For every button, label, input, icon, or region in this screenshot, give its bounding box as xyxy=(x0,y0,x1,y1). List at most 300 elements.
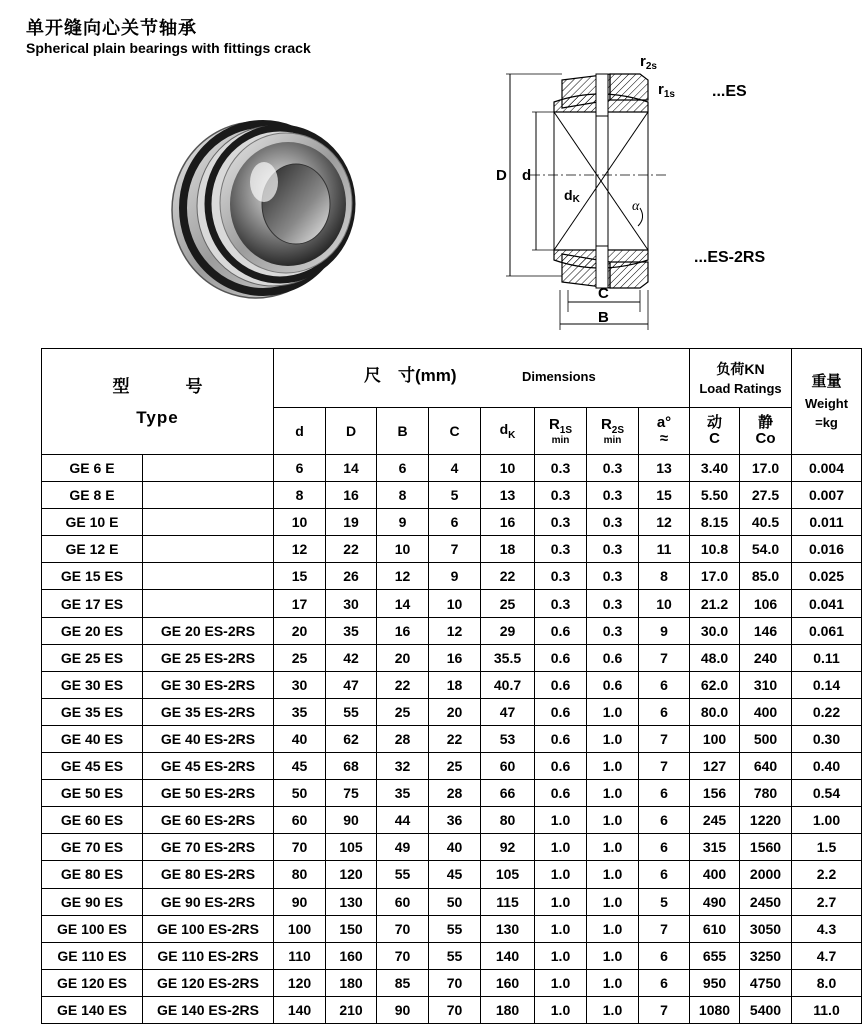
table-cell: 16 xyxy=(429,644,481,671)
table-cell: 6 xyxy=(639,861,690,888)
table-cell: 640 xyxy=(740,753,792,780)
table-cell: 6 xyxy=(639,780,690,807)
table-row xyxy=(42,509,862,536)
col-r2s-min: min xyxy=(603,434,622,446)
table-cell: 35.5 xyxy=(481,644,535,671)
table-cell: 115 xyxy=(481,888,535,915)
table-cell xyxy=(143,482,274,509)
table-cell xyxy=(143,455,274,482)
table-cell: 15 xyxy=(274,563,326,590)
table-cell: 1.00 xyxy=(792,807,862,834)
table-cell: 45 xyxy=(429,861,481,888)
type-header-cn: 型号 xyxy=(112,376,259,396)
table-cell: 0.14 xyxy=(792,671,862,698)
svg-text:r1s: $r_{1s}$ xyxy=(658,81,675,100)
table-cell: GE 90 ES xyxy=(42,888,143,915)
table-cell: GE 50 ES xyxy=(42,780,143,807)
table-cell: 105 xyxy=(481,861,535,888)
table-cell: 0.007 xyxy=(792,482,862,509)
table-cell: 0.3 xyxy=(535,509,587,536)
table-cell: 0.004 xyxy=(792,455,862,482)
table-row xyxy=(42,482,862,509)
table-cell: GE 45 ES xyxy=(42,753,143,780)
table-cell: 15 xyxy=(639,482,690,509)
table-cell: 400 xyxy=(690,861,740,888)
table-cell: 6 xyxy=(639,807,690,834)
table-cell: 245 xyxy=(690,807,740,834)
dimensions-header-en: Dimensions xyxy=(522,369,596,384)
table-cell: 0.6 xyxy=(587,644,639,671)
table-cell: 54.0 xyxy=(740,536,792,563)
col-dynamic-symbol: C xyxy=(709,430,720,447)
table-row xyxy=(42,969,862,996)
table-cell: 62 xyxy=(326,725,377,752)
table-cell: 1220 xyxy=(740,807,792,834)
table-cell: 28 xyxy=(429,780,481,807)
table-cell: 35 xyxy=(326,617,377,644)
table-cell: 7 xyxy=(639,915,690,942)
table-row xyxy=(42,644,862,671)
table-cell: 5400 xyxy=(740,996,792,1023)
table-cell: 0.011 xyxy=(792,509,862,536)
table-cell: 0.11 xyxy=(792,644,862,671)
table-cell: 146 xyxy=(740,617,792,644)
table-cell: 30 xyxy=(274,671,326,698)
table-cell: 10 xyxy=(639,590,690,617)
table-cell: 0.6 xyxy=(535,671,587,698)
table-cell: 0.54 xyxy=(792,780,862,807)
bearing-photo xyxy=(168,100,368,312)
table-cell: 0.016 xyxy=(792,536,862,563)
col-B: B xyxy=(377,408,429,455)
table-cell: 1.0 xyxy=(535,996,587,1023)
table-cell: GE 30 ES xyxy=(42,671,143,698)
table-cell: 0.3 xyxy=(587,455,639,482)
table-cell: 13 xyxy=(481,482,535,509)
table-cell: 22 xyxy=(429,725,481,752)
table-cell xyxy=(143,563,274,590)
table-cell: 11 xyxy=(639,536,690,563)
table-cell: GE 60 ES-2RS xyxy=(143,807,274,834)
page-title-en: Spherical plain bearings with fittings crack xyxy=(26,40,311,56)
table-cell: GE 17 ES xyxy=(42,590,143,617)
table-cell: 14 xyxy=(377,590,429,617)
table-cell: 85.0 xyxy=(740,563,792,590)
type-header xyxy=(42,349,274,455)
table-cell: 780 xyxy=(740,780,792,807)
table-cell: 1.0 xyxy=(587,698,639,725)
table-cell: GE 25 ES-2RS xyxy=(143,644,274,671)
table-cell: 12 xyxy=(639,509,690,536)
col-d: d xyxy=(274,408,326,455)
table-cell: 180 xyxy=(326,969,377,996)
weight-header xyxy=(792,349,862,455)
table-cell: 9 xyxy=(377,509,429,536)
table-cell: GE 10 E xyxy=(42,509,143,536)
table-cell: 70 xyxy=(377,915,429,942)
table-cell: 655 xyxy=(690,942,740,969)
col-a xyxy=(639,408,690,455)
table-cell: 2.7 xyxy=(792,888,862,915)
table-cell: 1.0 xyxy=(535,969,587,996)
table-cell: 4750 xyxy=(740,969,792,996)
table-row xyxy=(42,888,862,915)
table-cell: GE 120 ES-2RS xyxy=(143,969,274,996)
label-alpha: α xyxy=(632,199,640,214)
table-cell: 0.025 xyxy=(792,563,862,590)
table-cell: 40 xyxy=(429,834,481,861)
table-cell: 1.0 xyxy=(587,942,639,969)
table-cell: 0.3 xyxy=(535,482,587,509)
table-cell: 0.3 xyxy=(535,590,587,617)
table-cell: 22 xyxy=(326,536,377,563)
table-cell: 26 xyxy=(326,563,377,590)
table-cell: 40.7 xyxy=(481,671,535,698)
table-cell: 25 xyxy=(481,590,535,617)
table-cell: 7 xyxy=(639,753,690,780)
table-cell xyxy=(143,536,274,563)
table-cell: GE 40 ES xyxy=(42,725,143,752)
table-cell: GE 110 ES xyxy=(42,942,143,969)
table-cell: 0.3 xyxy=(535,563,587,590)
table-cell: 7 xyxy=(429,536,481,563)
table-cell: 4 xyxy=(429,455,481,482)
table-cell: 18 xyxy=(481,536,535,563)
table-cell: 1560 xyxy=(740,834,792,861)
table-cell: 1.5 xyxy=(792,834,862,861)
table-row xyxy=(42,590,862,617)
table-cell: 0.6 xyxy=(587,671,639,698)
type-header-en: Type xyxy=(136,407,179,427)
table-cell: 47 xyxy=(481,698,535,725)
table-cell: 7 xyxy=(639,725,690,752)
table-cell: 1.0 xyxy=(535,915,587,942)
table-cell: 160 xyxy=(481,969,535,996)
table-cell: 25 xyxy=(377,698,429,725)
table-cell: GE 90 ES-2RS xyxy=(143,888,274,915)
table-cell: 0.3 xyxy=(587,563,639,590)
table-cell: GE 100 ES-2RS xyxy=(143,915,274,942)
table-row xyxy=(42,996,862,1023)
table-cell: 9 xyxy=(639,617,690,644)
table-cell: 20 xyxy=(429,698,481,725)
table-cell: 20 xyxy=(377,644,429,671)
table-cell: 0.6 xyxy=(535,617,587,644)
table-row xyxy=(42,780,862,807)
table-cell: 3050 xyxy=(740,915,792,942)
table-cell: 28 xyxy=(377,725,429,752)
table-cell: 8 xyxy=(274,482,326,509)
table-cell: 32 xyxy=(377,753,429,780)
table-cell: 1.0 xyxy=(587,725,639,752)
table-cell: GE 15 ES xyxy=(42,563,143,590)
col-dk: $d_K$ xyxy=(481,408,535,455)
table-cell: GE 6 E xyxy=(42,455,143,482)
table-cell: 70 xyxy=(429,996,481,1023)
table-cell: 70 xyxy=(274,834,326,861)
table-cell: 25 xyxy=(429,753,481,780)
table-cell: 1.0 xyxy=(535,861,587,888)
table-cell: 120 xyxy=(274,969,326,996)
table-cell: 1.0 xyxy=(587,915,639,942)
table-cell: 10 xyxy=(481,455,535,482)
svg-text:r2s: $r_{2s}$ xyxy=(640,53,657,72)
table-cell: 315 xyxy=(690,834,740,861)
table-cell: GE 70 ES-2RS xyxy=(143,834,274,861)
svg-text:dK: dK xyxy=(564,187,580,205)
table-cell: 70 xyxy=(429,969,481,996)
col-a-approx: ≈ xyxy=(659,430,669,447)
table-row xyxy=(42,915,862,942)
table-cell: 12 xyxy=(274,536,326,563)
table-cell: 11.0 xyxy=(792,996,862,1023)
table-cell: 29 xyxy=(481,617,535,644)
table-cell: 55 xyxy=(377,861,429,888)
label-C: C xyxy=(598,285,609,302)
table-cell: 42 xyxy=(326,644,377,671)
table-cell: 45 xyxy=(274,753,326,780)
table-cell: GE 35 ES xyxy=(42,698,143,725)
col-static-symbol: Co xyxy=(755,430,776,447)
table-cell: GE 25 ES xyxy=(42,644,143,671)
table-cell: 12 xyxy=(377,563,429,590)
table-cell: 80 xyxy=(274,861,326,888)
table-cell: 0.22 xyxy=(792,698,862,725)
table-cell: 1.0 xyxy=(587,807,639,834)
table-cell: 1.0 xyxy=(587,996,639,1023)
table-cell: GE 140 ES xyxy=(42,996,143,1023)
table-cell: 150 xyxy=(326,915,377,942)
table-cell: 127 xyxy=(690,753,740,780)
table-cell: 5.50 xyxy=(690,482,740,509)
table-row xyxy=(42,671,862,698)
table-cell: 60 xyxy=(481,753,535,780)
table-cell: 500 xyxy=(740,725,792,752)
table-cell: 16 xyxy=(481,509,535,536)
table-cell: 55 xyxy=(429,942,481,969)
table-cell: 0.6 xyxy=(535,698,587,725)
table-row xyxy=(42,536,862,563)
table-cell: 0.3 xyxy=(535,455,587,482)
table-cell xyxy=(143,590,274,617)
table-cell: 85 xyxy=(377,969,429,996)
table-cell: 25 xyxy=(274,644,326,671)
table-cell: 1.0 xyxy=(587,969,639,996)
table-cell: GE 30 ES-2RS xyxy=(143,671,274,698)
table-cell: 68 xyxy=(326,753,377,780)
table-cell: 55 xyxy=(326,698,377,725)
table-cell: 44 xyxy=(377,807,429,834)
table-cell: 240 xyxy=(740,644,792,671)
label-d: d xyxy=(522,167,532,184)
table-cell: GE 140 ES-2RS xyxy=(143,996,274,1023)
table-row xyxy=(42,698,862,725)
table-cell: 1.0 xyxy=(535,807,587,834)
table-cell: GE 80 ES xyxy=(42,861,143,888)
table-cell: 0.6 xyxy=(535,780,587,807)
table-row xyxy=(42,834,862,861)
table-cell: 60 xyxy=(274,807,326,834)
table-cell: 13 xyxy=(639,455,690,482)
table-cell: 310 xyxy=(740,671,792,698)
load-ratings-header-en: Load Ratings xyxy=(699,380,782,396)
table-cell: 49 xyxy=(377,834,429,861)
table-cell: 4.7 xyxy=(792,942,862,969)
table-cell: 2000 xyxy=(740,861,792,888)
col-dynamic-cn: 动 xyxy=(706,413,722,431)
table-row xyxy=(42,455,862,482)
table-cell: 1080 xyxy=(690,996,740,1023)
table-cell: 40 xyxy=(274,725,326,752)
label-es: ...ES xyxy=(712,83,747,100)
dimensions-header xyxy=(274,349,690,408)
table-cell: 17 xyxy=(274,590,326,617)
table-cell: 6 xyxy=(274,455,326,482)
table-cell: 2.2 xyxy=(792,861,862,888)
weight-header-unit: =kg xyxy=(815,415,838,430)
table-cell: 5 xyxy=(429,482,481,509)
table-cell: 8.15 xyxy=(690,509,740,536)
col-D: D xyxy=(326,408,377,455)
table-cell: 80.0 xyxy=(690,698,740,725)
table-cell: 10 xyxy=(429,590,481,617)
table-cell: 36 xyxy=(429,807,481,834)
table-cell: 0.3 xyxy=(587,617,639,644)
label-es-2rs: ...ES-2RS xyxy=(694,249,766,266)
table-cell: 1.0 xyxy=(535,834,587,861)
label-D: D xyxy=(496,167,507,184)
table-cell: 210 xyxy=(326,996,377,1023)
table-cell: 3250 xyxy=(740,942,792,969)
table-cell: 19 xyxy=(326,509,377,536)
table-cell: 120 xyxy=(326,861,377,888)
table-cell: 140 xyxy=(481,942,535,969)
table-cell: 20 xyxy=(274,617,326,644)
table-cell: 1.0 xyxy=(535,942,587,969)
table-cell: 180 xyxy=(481,996,535,1023)
table-cell: 9 xyxy=(429,563,481,590)
table-cell: 0.3 xyxy=(587,482,639,509)
table-cell: 90 xyxy=(377,996,429,1023)
table-cell: 0.3 xyxy=(587,590,639,617)
weight-header-en: Weight xyxy=(804,396,849,411)
col-r1s-min: min xyxy=(551,434,570,446)
table-cell: 0.6 xyxy=(535,644,587,671)
table-row xyxy=(42,753,862,780)
table-cell: 400 xyxy=(740,698,792,725)
table-cell: 6 xyxy=(639,671,690,698)
table-cell: 12 xyxy=(429,617,481,644)
table-cell: GE 70 ES xyxy=(42,834,143,861)
table-cell: 140 xyxy=(274,996,326,1023)
table-cell: 92 xyxy=(481,834,535,861)
table-cell: 7 xyxy=(639,996,690,1023)
table-cell: 1.0 xyxy=(587,834,639,861)
table-cell: 17.0 xyxy=(740,455,792,482)
table-cell: 950 xyxy=(690,969,740,996)
table-cell: 90 xyxy=(274,888,326,915)
table-cell: GE 50 ES-2RS xyxy=(143,780,274,807)
table-cell: 21.2 xyxy=(690,590,740,617)
table-cell: 0.041 xyxy=(792,590,862,617)
table-cell: GE 8 E xyxy=(42,482,143,509)
table-cell: 610 xyxy=(690,915,740,942)
table-cell: 22 xyxy=(481,563,535,590)
table-cell: 156 xyxy=(690,780,740,807)
table-cell: 16 xyxy=(326,482,377,509)
table-cell: GE 120 ES xyxy=(42,969,143,996)
table-cell: 30 xyxy=(326,590,377,617)
table-cell: GE 110 ES-2RS xyxy=(143,942,274,969)
col-C: C xyxy=(429,408,481,455)
table-cell: 5 xyxy=(639,888,690,915)
table-cell: 2450 xyxy=(740,888,792,915)
table-cell: 4.3 xyxy=(792,915,862,942)
table-cell: 30.0 xyxy=(690,617,740,644)
table-cell: 48.0 xyxy=(690,644,740,671)
table-cell: 80 xyxy=(481,807,535,834)
table-cell: GE 35 ES-2RS xyxy=(143,698,274,725)
table-cell: 75 xyxy=(326,780,377,807)
table-cell: 16 xyxy=(377,617,429,644)
table-cell: 1.0 xyxy=(587,861,639,888)
table-cell: 18 xyxy=(429,671,481,698)
table-cell: 66 xyxy=(481,780,535,807)
table-cell: 6 xyxy=(639,698,690,725)
table-row xyxy=(42,725,862,752)
table-cell: 0.6 xyxy=(535,725,587,752)
table-cell: 7 xyxy=(639,644,690,671)
table-row xyxy=(42,617,862,644)
table-cell: 100 xyxy=(690,725,740,752)
table-cell: 105 xyxy=(326,834,377,861)
table-cell: 0.40 xyxy=(792,753,862,780)
table-cell: 6 xyxy=(429,509,481,536)
table-cell: 14 xyxy=(326,455,377,482)
bearing-cross-section-diagram xyxy=(490,50,810,340)
col-r2s: $R_{2S}$ min xyxy=(587,408,639,455)
table-cell: 160 xyxy=(326,942,377,969)
table-cell: GE 45 ES-2RS xyxy=(143,753,274,780)
table-cell: 35 xyxy=(377,780,429,807)
table-row xyxy=(42,861,862,888)
table-cell: 106 xyxy=(740,590,792,617)
label-B: B xyxy=(598,309,609,326)
table-cell: 130 xyxy=(326,888,377,915)
page-title-cn: 单开缝向心关节轴承 xyxy=(26,18,197,38)
col-a-label: a° xyxy=(656,413,672,431)
table-cell: 100 xyxy=(274,915,326,942)
table-cell: 490 xyxy=(690,888,740,915)
table-cell: 1.0 xyxy=(535,888,587,915)
load-ratings-header-cn: 负荷KN xyxy=(716,360,765,377)
table-cell: 50 xyxy=(429,888,481,915)
table-cell: 110 xyxy=(274,942,326,969)
col-static-cn: 静 xyxy=(757,413,773,431)
table-cell: 10.8 xyxy=(690,536,740,563)
table-cell: 1.0 xyxy=(587,753,639,780)
col-dynamic-load xyxy=(690,408,740,455)
table-cell: 130 xyxy=(481,915,535,942)
col-r1s: $R_{1S}$ min xyxy=(535,408,587,455)
load-ratings-header xyxy=(690,349,792,408)
table-cell: 6 xyxy=(639,834,690,861)
table-row xyxy=(42,563,862,590)
spec-table-body xyxy=(42,455,862,1024)
weight-header-cn: 重量 xyxy=(811,373,842,390)
table-cell: 10 xyxy=(274,509,326,536)
table-cell: GE 100 ES xyxy=(42,915,143,942)
